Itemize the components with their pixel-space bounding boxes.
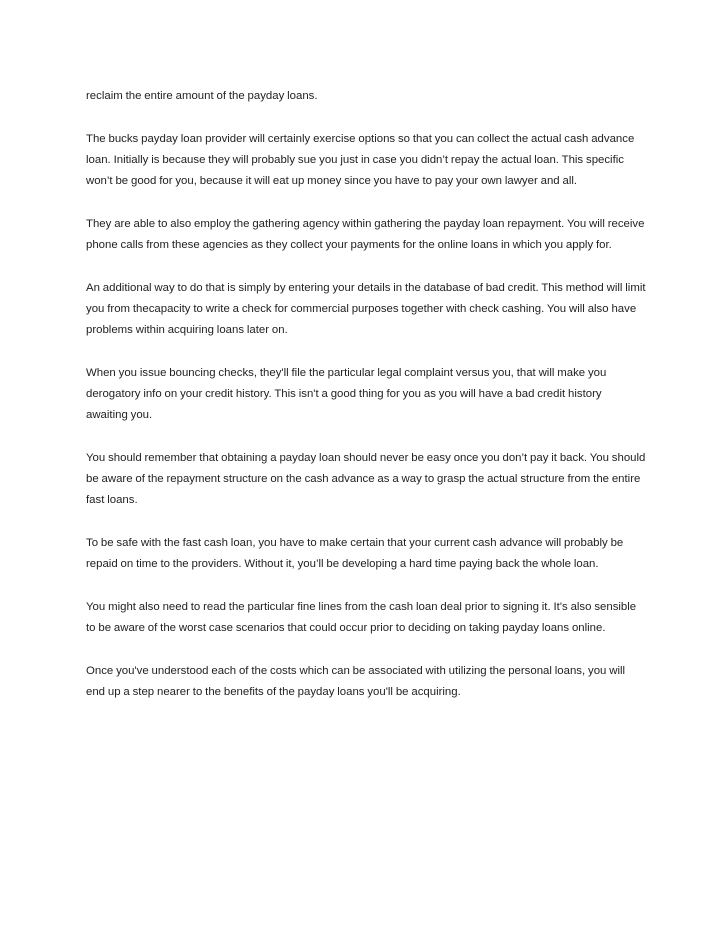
document-body xyxy=(86,86,646,725)
paragraph-3: They are able to also employ the gathering agency within gathering the payday loan repayment. You will receive phone calls from these agencies as they collect your payments for the online loans in which you apply for. xyxy=(86,218,645,251)
paragraph-6: You should remember that obtaining a payday loan should never be easy once you don’t pay it back. You should be aware of the repayment structure on the cash advance as a way to grasp the actual structure from the entire fast loans. xyxy=(86,452,646,506)
paragraph-2: The bucks payday loan provider will certainly exercise options so that you can collect the actual cash advance loan. Initially is because they will probably sue you just in case you didn’t repay the actual loan. This specific won’t be good for you, because it will eat up money since you have to pay your own lawyer and all. xyxy=(86,133,635,187)
paragraph-7: To be safe with the fast cash loan, you have to make certain that your current cash advance will probably be repaid on time to the providers. Without it, you’ll be developing a hard time paying back the whole loan. xyxy=(86,537,624,570)
paragraph-9: Once you've understood each of the costs which can be associated with utilizing the personal loans, you will end up a step nearer to the benefits of the payday loans you'll be acquiring. xyxy=(86,665,626,698)
paragraph-5: When you issue bouncing checks, they'll file the particular legal complaint versus you, that will make you derogatory info on your credit history. This isn't a good thing for you as you will have a bad credit history awaiting you. xyxy=(86,367,607,421)
paragraph-4: An additional way to do that is simply by entering your details in the database of bad credit. This method will limit you from thecapacity to write a check for commercial purposes together with check cashing. You will also have problems within acquiring loans later on. xyxy=(86,282,646,336)
paragraph-1: reclaim the entire amount of the payday loans. xyxy=(86,90,318,102)
paragraph-8: You might also need to read the particular fine lines from the cash loan deal prior to signing it. It's also sensible to be aware of the worst case scenarios that could occur prior to deciding on taking payday loans online. xyxy=(86,601,637,634)
